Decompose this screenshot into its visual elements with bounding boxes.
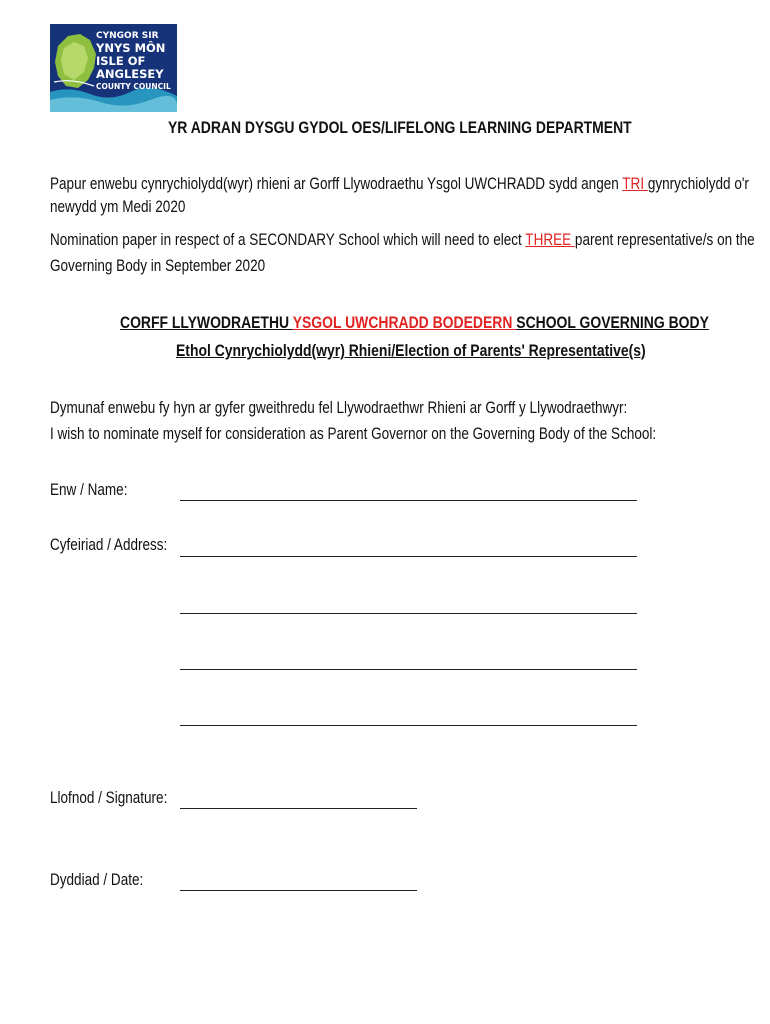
logo-line-3: ISLE OF ANGLESEY [96, 54, 164, 81]
statement-english: I wish to nominate myself for consideration as Parent Governor on the Governing Body of the School: [50, 425, 657, 443]
address-label: Cyfeiriad / Address: [50, 536, 168, 554]
address-field-line-4[interactable] [180, 725, 637, 726]
intro-welsh-line-2: newydd ym Medi 2020 [50, 198, 186, 216]
signature-field[interactable] [180, 808, 417, 809]
logo-line-4: COUNTY COUNCIL [96, 82, 171, 91]
election-subtitle: Ethol Cynrychiolydd(wyr) Rhieni/Election of Parents' Representative(s) [176, 341, 646, 360]
logo-text [96, 30, 177, 93]
date-field[interactable] [180, 890, 417, 891]
logo-line-2: YNYS MÔN [96, 41, 166, 55]
governing-body-title: CORFF LLYWODRAETHU YSGOL UWCHRADD BODEDERN SCHOOL GOVERNING BODY [120, 313, 709, 332]
date-label: Dyddiad / Date: [50, 871, 144, 889]
signature-label: Llofnod / Signature: [50, 789, 168, 807]
intro-english-line-2: Governing Body in September 2020 [50, 257, 266, 275]
address-field-line-2[interactable] [180, 613, 637, 614]
seat-count-welsh: TRI [622, 175, 648, 193]
school-name: YSGOL UWCHRADD BODEDERN [292, 313, 517, 332]
name-field[interactable] [180, 500, 637, 501]
address-field-line-3[interactable] [180, 669, 637, 670]
address-field-line-1[interactable] [180, 556, 637, 557]
name-label: Enw / Name: [50, 481, 128, 499]
department-title: YR ADRAN DYSGU GYDOL OES/LIFELONG LEARNING DEPARTMENT [168, 118, 632, 137]
statement-welsh: Dymunaf enwebu fy hyn ar gyfer gweithredu fel Llywodraethwr Rhieni ar Gorff y Llywodraethwyr: [50, 399, 628, 417]
council-logo [50, 24, 177, 112]
seat-count-english: THREE [525, 231, 575, 249]
logo-line-1: CYNGOR SIR [96, 31, 159, 41]
intro-english-line-1: Nomination paper in respect of a SECONDARY School which will need to elect THREE parent representative/s on the [50, 231, 755, 249]
intro-welsh-line-1: Papur enwebu cynrychiolydd(wyr) rhieni ar Gorff Llywodraethu Ysgol UWCHRADD sydd angen TRI gynrychiolydd o'r [50, 175, 749, 193]
